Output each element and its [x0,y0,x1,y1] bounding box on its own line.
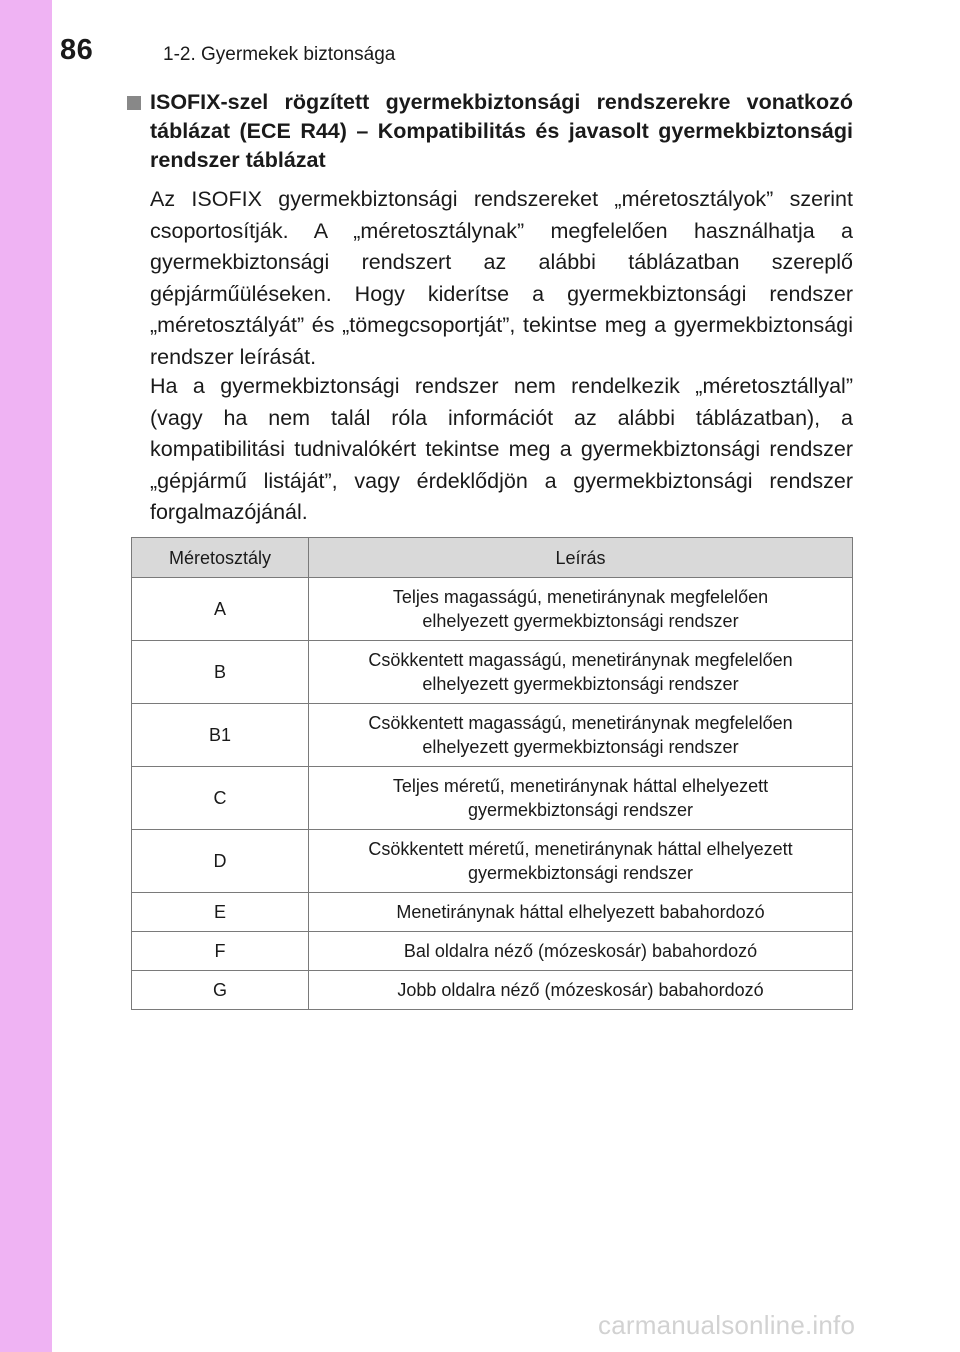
description-line: gyermekbiztonsági rendszer [467,800,694,820]
description-line: elhelyezett gyermekbiztonsági rendszer [422,674,739,694]
size-class-cell: B1 [132,704,309,767]
description-line: Jobb oldalra néző (mózeskosár) babahordozó [397,980,764,1000]
size-class-cell: E [132,893,309,932]
description-cell [309,704,853,767]
description-line: Teljes magasságú, menetiránynak megfelelően [392,587,769,607]
description-line: gyermekbiztonsági rendszer [467,863,694,883]
table-row [132,971,853,1010]
size-class-cell: F [132,932,309,971]
size-class-cell: B [132,641,309,704]
table-row [132,704,853,767]
description-line: Menetiránynak háttal elhelyezett babahordozó [396,902,765,922]
description-line: Teljes méretű, menetiránynak háttal elhelyezett [392,776,769,796]
size-class-cell: D [132,830,309,893]
page-number: 86 [60,34,94,66]
description-cell [309,971,853,1010]
table-row [132,932,853,971]
header-description: Leírás [309,538,853,578]
description-cell [309,830,853,893]
description-line: Csökkentett magasságú, menetiránynak megfelelően [368,650,793,670]
table-row [132,578,853,641]
paragraph-no-size-class: Ha a gyermekbiztonsági rendszer nem rendelkezik „méretosztállyal” (vagy ha nem talál róla információt az alábbi táblázatban), a kompatibilitási tudnivalókért tekintse meg a gyermekbiztonsági rendszer „gépjármű listáját”, vagy érdeklődjön a gyermekbiztonsági rendszer forgalmazójánál. [150,374,853,525]
side-color-strip [0,0,52,1352]
section-title: 1-2. Gyermekek biztonsága [163,44,396,65]
description-line: Csökkentett magasságú, menetiránynak megfelelően [368,713,793,733]
description-line: Csökkentett méretű, menetiránynak háttal elhelyezett [368,839,793,859]
size-class-table [131,537,853,1010]
description-cell [309,578,853,641]
table-row [132,767,853,830]
description-cell [309,641,853,704]
table-row [132,641,853,704]
description-cell [309,893,853,932]
header-size-class: Méretosztály [132,538,309,578]
description-cell [309,932,853,971]
watermark: carmanualsonline.info [598,1310,856,1340]
heading: ISOFIX-szel rögzített gyermekbiztonsági rendszerekre vonatkozó táblázat (ECE R44) – Kompatibilitás és javasolt gyermekbiztonsági rendszer táblázat [150,90,853,172]
table-header-row [132,538,853,578]
size-class-cell: G [132,971,309,1010]
description-line: elhelyezett gyermekbiztonsági rendszer [422,737,739,757]
description-cell [309,767,853,830]
square-bullet-icon [127,96,141,110]
table-row [132,893,853,932]
paragraph-size-classes: Az ISOFIX gyermekbiztonsági rendszereket „méretosztályok” szerint csoportosítják. A „méretosztálynak” megfelelően használhatja a gyermekbiztonsági rendszert az alábbi táblázatban szereplő gépjárműüléseken. Hogy kiderítse a gyermekbiztonsági rendszer „méretosztályát” és „tömegcsoportját”, tekintse meg a gyermekbiztonsági rendszer leírását. [150,187,853,369]
size-class-cell: A [132,578,309,641]
size-class-cell: C [132,767,309,830]
table-row [132,830,853,893]
description-line: elhelyezett gyermekbiztonsági rendszer [422,611,739,631]
description-line: Bal oldalra néző (mózeskosár) babahordozó [403,941,758,961]
